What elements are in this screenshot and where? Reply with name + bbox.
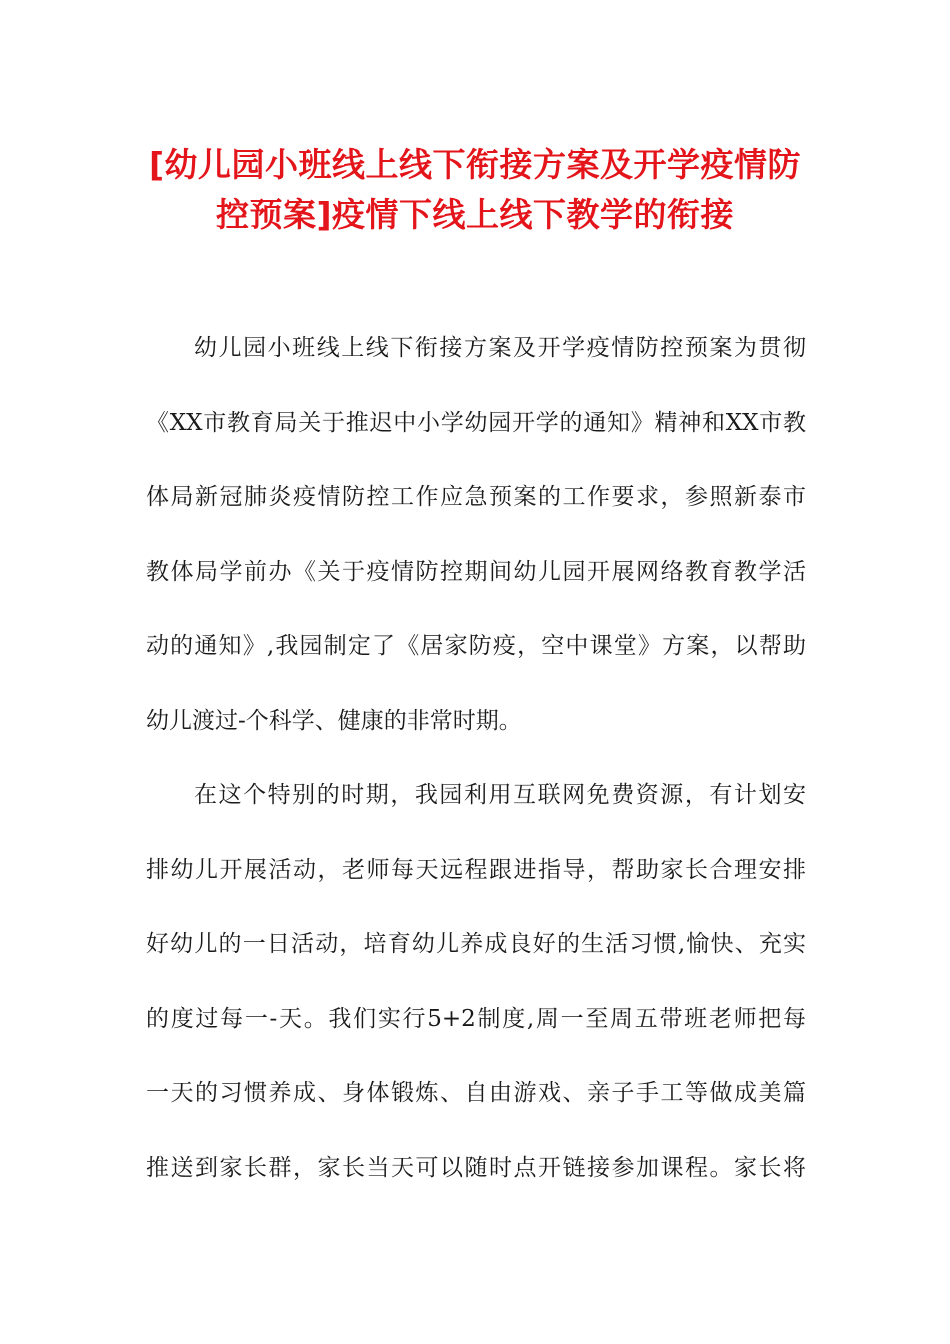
paragraph-line: 一天的习惯养成、身体锻炼、自由游戏、亲子手工等做成美篇 <box>146 1080 806 1106</box>
paragraph-line: 体局新冠肺炎疫情防控工作应急预案的工作要求，参照新泰市 <box>146 484 806 510</box>
title-line-2: 控预案]疫情下线上线下教学的衔接 <box>215 195 735 234</box>
title-line-1: [幼儿园小班线上线下衔接方案及开学疫情防 <box>148 145 802 184</box>
paragraph-line: 推送到家长群，家长当天可以随时点开链接参加课程。家长将 <box>146 1154 806 1181</box>
paragraph-line: 幼儿渡过-个科学、健康的非常时期。 <box>146 707 522 734</box>
paragraph-line: 好幼儿的一日活动，培育幼儿养成良好的生活习惯,愉快、充实 <box>146 931 806 957</box>
paragraph-line: 幼儿园小班线上线下衔接方案及开学疫情防控预案为贯彻 <box>194 335 806 361</box>
paragraph-line: 《XX市教育局关于推迟中小学幼园开学的通知》精神和XX市教 <box>146 409 806 436</box>
paragraph-line: 排幼儿开展活动，老师每天远程跟进指导，帮助家长合理安排 <box>146 856 806 883</box>
paragraph-line: 的度过每一-天。我们实行5+2制度,周一至周五带班老师把每 <box>146 1005 806 1032</box>
paragraph-line: 教体局学前办《关于疫情防控期间幼儿园开展网络教育教学活 <box>146 558 806 585</box>
paragraph-line: 动的通知》,我园制定了《居家防疫，空中课堂》方案，以帮助 <box>146 633 806 659</box>
document-body <box>146 331 806 1225</box>
paragraph-line: 在这个特别的时期，我园利用互联网免费资源，有计划安 <box>194 782 806 808</box>
paragraph-1 <box>146 331 806 738</box>
paragraph-2 <box>146 778 806 1185</box>
document-title <box>100 140 850 240</box>
